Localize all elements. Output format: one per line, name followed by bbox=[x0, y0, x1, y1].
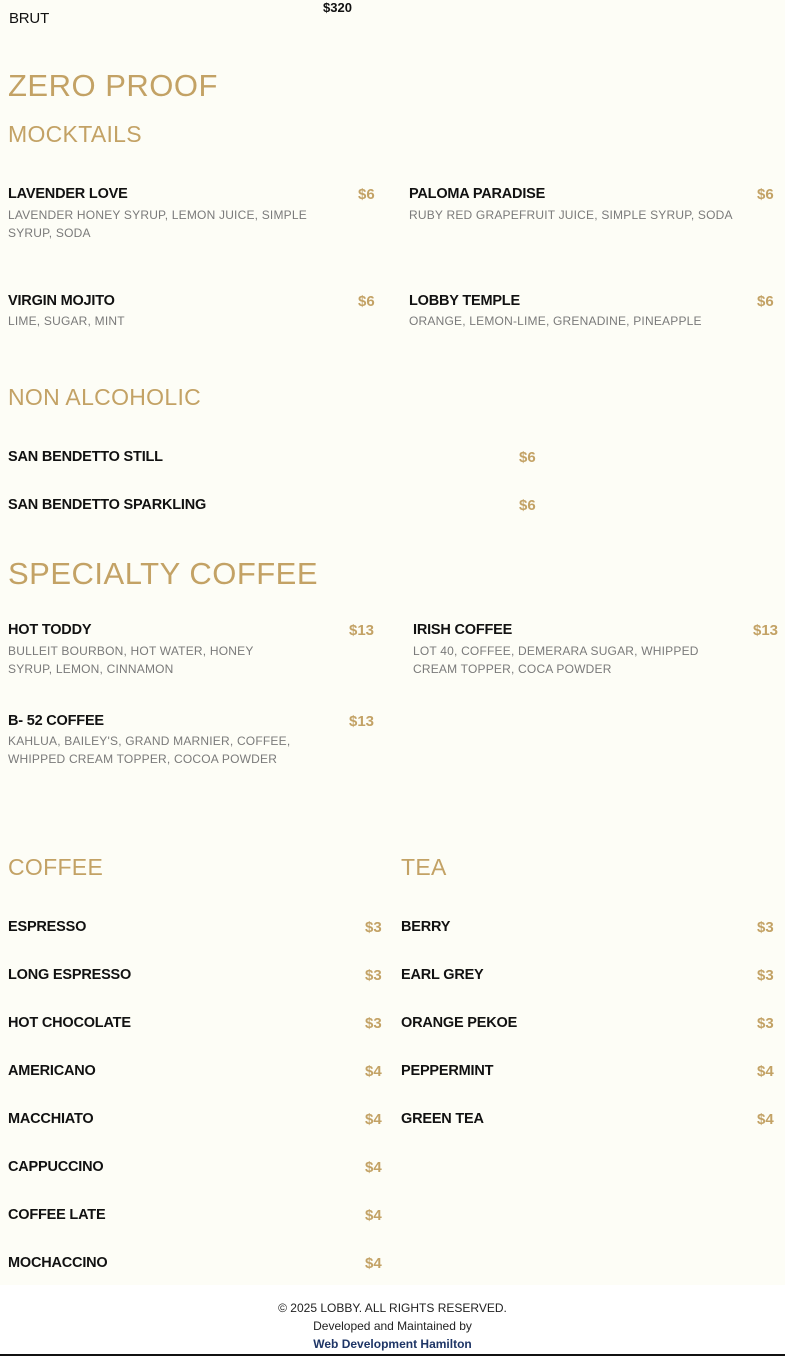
menu-item-name: HOT TODDY bbox=[8, 622, 92, 638]
menu-item-price: $6 bbox=[757, 293, 774, 310]
section-title-coffee: COFFEE bbox=[8, 854, 104, 880]
menu-item-price: $320 bbox=[323, 0, 352, 15]
menu-item-price: $4 bbox=[757, 1063, 774, 1080]
menu-item-name: CAPPUCCINO bbox=[8, 1159, 104, 1175]
menu-item-description: KAHLUA, BAILEY'S, GRAND MARNIER, COFFEE, WHIPPED CREAM TOPPER, COCOA POWDER bbox=[8, 734, 291, 766]
menu-item-price: $13 bbox=[349, 622, 375, 639]
menu-item-price: $3 bbox=[757, 967, 774, 984]
menu-item-name: MACCHIATO bbox=[8, 1111, 94, 1127]
menu-item-price: $3 bbox=[365, 967, 382, 984]
menu-item-name: LOBBY TEMPLE bbox=[409, 293, 520, 309]
menu-item-name: PALOMA PARADISE bbox=[409, 186, 546, 202]
menu-item-name: SAN BENDETTO STILL bbox=[8, 449, 163, 465]
menu-item-name: LONG ESPRESSO bbox=[8, 967, 132, 983]
menu-item-name: ORANGE PEKOE bbox=[401, 1015, 518, 1031]
menu-item-price: $3 bbox=[365, 1015, 382, 1032]
menu-item-price: $6 bbox=[358, 186, 375, 203]
menu-item-price: $6 bbox=[519, 497, 536, 514]
web-development-hamilton-link[interactable]: Web Development Hamilton bbox=[313, 1337, 472, 1351]
menu-item-name: BERRY bbox=[401, 919, 451, 935]
menu-item-name: ESPRESSO bbox=[8, 919, 87, 935]
footer-developed-by: Developed and Maintained by bbox=[313, 1319, 472, 1333]
menu-item-price: $4 bbox=[365, 1207, 382, 1224]
menu-item-name: HOT CHOCOLATE bbox=[8, 1015, 131, 1031]
menu-item-price: $4 bbox=[757, 1111, 774, 1128]
menu-item-name: BRUT bbox=[9, 10, 50, 27]
footer-copyright: © 2025 LOBBY. ALL RIGHTS RESERVED. bbox=[278, 1301, 507, 1315]
menu-item-name: EARL GREY bbox=[401, 967, 484, 983]
menu-item-description: LIME, SUGAR, MINT bbox=[8, 314, 125, 328]
menu-item-price: $3 bbox=[757, 919, 774, 936]
menu-item-price: $13 bbox=[753, 622, 779, 639]
menu-item-name: COFFEE LATE bbox=[8, 1207, 106, 1223]
menu-item-name: B- 52 COFFEE bbox=[8, 713, 104, 729]
menu-item-description: RUBY RED GRAPEFRUIT JUICE, SIMPLE SYRUP, SODA bbox=[409, 208, 733, 222]
menu-item-price: $6 bbox=[519, 449, 536, 466]
menu-item-price: $13 bbox=[349, 713, 375, 730]
menu-item-name: SAN BENDETTO SPARKLING bbox=[8, 497, 207, 513]
subsection-title-mocktails: MOCKTAILS bbox=[8, 121, 142, 147]
menu-item-description: BULLEIT BOURBON, HOT WATER, HONEY SYRUP, LEMON, CINNAMON bbox=[8, 644, 254, 676]
menu-item-description: ORANGE, LEMON-LIME, GRENADINE, PINEAPPLE bbox=[409, 314, 702, 328]
menu-item-price: $6 bbox=[757, 186, 774, 203]
menu-item-name: VIRGIN MOJITO bbox=[8, 293, 115, 309]
menu-item-name: MOCHACCINO bbox=[8, 1255, 108, 1271]
section-title-zero-proof: ZERO PROOF bbox=[8, 68, 218, 103]
subsection-title-non-alcoholic: NON ALCOHOLIC bbox=[8, 384, 202, 410]
footer-credit bbox=[0, 1337, 785, 1351]
menu-item-price: $3 bbox=[757, 1015, 774, 1032]
menu-item-description: LAVENDER HONEY SYRUP, LEMON JUICE, SIMPLE SYRUP, SODA bbox=[8, 208, 307, 240]
menu-item-price: $4 bbox=[365, 1159, 382, 1176]
menu-item-name: IRISH COFFEE bbox=[413, 622, 513, 638]
section-title-tea: TEA bbox=[401, 854, 447, 880]
menu-item-price: $4 bbox=[365, 1111, 382, 1128]
menu-item-description: LOT 40, COFFEE, DEMERARA SUGAR, WHIPPED CREAM TOPPER, COCA POWDER bbox=[413, 644, 699, 676]
menu-item-name: GREEN TEA bbox=[401, 1111, 484, 1127]
section-title-specialty-coffee: SPECIALTY COFFEE bbox=[8, 556, 319, 591]
menu-item-price: $4 bbox=[365, 1255, 382, 1272]
menu-item-name: AMERICANO bbox=[8, 1063, 96, 1079]
menu-item-price: $6 bbox=[358, 293, 375, 310]
menu-item-price: $4 bbox=[365, 1063, 382, 1080]
menu-item-name: LAVENDER LOVE bbox=[8, 186, 128, 202]
menu-item-name: PEPPERMINT bbox=[401, 1063, 494, 1079]
menu-item-price: $3 bbox=[365, 919, 382, 936]
